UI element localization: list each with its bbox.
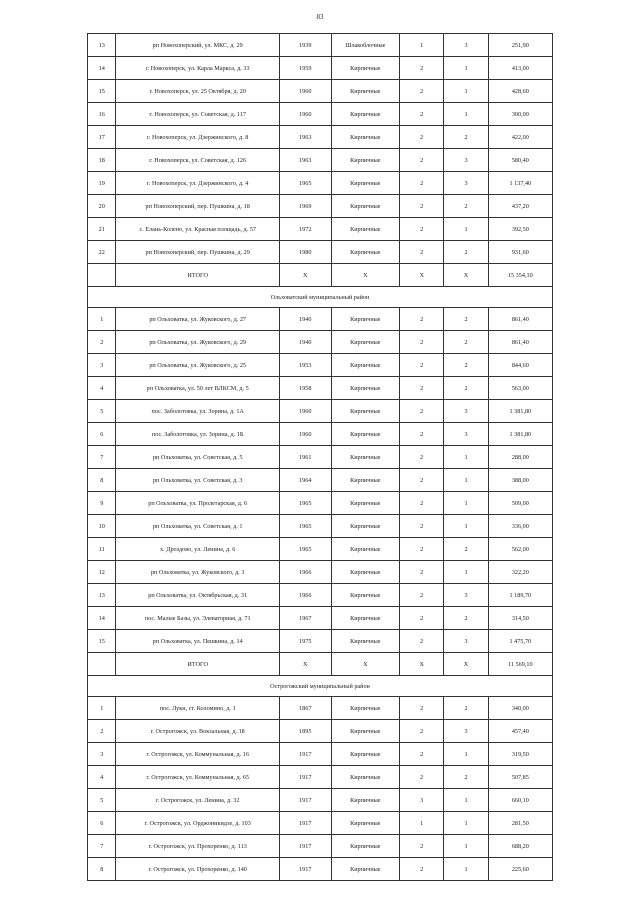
row-number: 13 <box>88 584 116 607</box>
table-row <box>88 377 553 400</box>
row-number: 12 <box>88 561 116 584</box>
entrances-cell: 2 <box>444 377 488 400</box>
area-cell: 1 189,70 <box>488 584 552 607</box>
table-row <box>88 57 553 80</box>
floors-cell: 2 <box>400 766 444 789</box>
entrances-cell: 3 <box>444 149 488 172</box>
area-cell: 336,00 <box>488 515 552 538</box>
table-row <box>88 515 553 538</box>
row-number: 14 <box>88 607 116 630</box>
table-row <box>88 607 553 630</box>
entrances-cell: 1 <box>444 103 488 126</box>
floors-cell: 2 <box>400 630 444 653</box>
total-area: 15 354,10 <box>488 264 552 287</box>
floors-cell: 2 <box>400 57 444 80</box>
row-number: 5 <box>88 400 116 423</box>
year-cell: 1960 <box>279 103 331 126</box>
wall-material-cell: Кирпичные <box>331 607 400 630</box>
entrances-cell: 3 <box>444 172 488 195</box>
year-cell: 1953 <box>279 354 331 377</box>
table-row <box>88 80 553 103</box>
row-number: 4 <box>88 766 116 789</box>
row-number: 16 <box>88 103 116 126</box>
floors-cell: 2 <box>400 607 444 630</box>
area-cell: 388,00 <box>488 469 552 492</box>
floors-cell: 3 <box>400 789 444 812</box>
table-row <box>88 103 553 126</box>
address-cell: г. Острогожск, ул. Ленина, д. 32 <box>116 789 279 812</box>
table-row <box>88 789 553 812</box>
address-cell: рп Ольховатка, ул. Жуковского, д. 29 <box>116 331 279 354</box>
wall-material-cell: Кирпичные <box>331 538 400 561</box>
area-cell: 322,20 <box>488 561 552 584</box>
area-cell: 688,20 <box>488 835 552 858</box>
row-number: 21 <box>88 218 116 241</box>
address-cell: рп Ольховатка, ул. Октябрьская, д. 31 <box>116 584 279 607</box>
address-cell: г. Новохоперск, ул. Карла Маркса, д. 33 <box>116 57 279 80</box>
total-entrances: Х <box>444 653 488 676</box>
year-cell: 1975 <box>279 630 331 653</box>
table-row <box>88 331 553 354</box>
table-row <box>88 492 553 515</box>
table-row <box>88 697 553 720</box>
year-cell: 1972 <box>279 218 331 241</box>
floors-cell: 2 <box>400 400 444 423</box>
wall-material-cell: Кирпичные <box>331 584 400 607</box>
table-body <box>88 34 553 881</box>
entrances-cell: 2 <box>444 766 488 789</box>
area-cell: 861,40 <box>488 308 552 331</box>
row-number: 11 <box>88 538 116 561</box>
total-year: Х <box>279 264 331 287</box>
year-cell: 1917 <box>279 812 331 835</box>
housing-register-table <box>87 33 553 881</box>
address-cell: г. Новохоперск, ул. Дзержинского, д. 4 <box>116 172 279 195</box>
table-row <box>88 446 553 469</box>
year-cell: 1963 <box>279 149 331 172</box>
area-cell: 931,60 <box>488 241 552 264</box>
row-number: 17 <box>88 126 116 149</box>
floors-cell: 2 <box>400 469 444 492</box>
floors-cell: 2 <box>400 538 444 561</box>
row-number: 22 <box>88 241 116 264</box>
wall-material-cell: Кирпичные <box>331 377 400 400</box>
wall-material-cell: Кирпичные <box>331 308 400 331</box>
entrances-cell: 2 <box>444 331 488 354</box>
area-cell: 507,85 <box>488 766 552 789</box>
wall-material-cell: Шлакоблочные <box>331 34 400 57</box>
entrances-cell: 1 <box>444 446 488 469</box>
area-cell: 844,60 <box>488 354 552 377</box>
table-row <box>88 423 553 446</box>
year-cell: 1965 <box>279 492 331 515</box>
entrances-cell: 1 <box>444 743 488 766</box>
total-row <box>88 653 553 676</box>
area-cell: 437,20 <box>488 195 552 218</box>
total-floors: Х <box>400 264 444 287</box>
year-cell: 1960 <box>279 80 331 103</box>
section-header-row <box>88 287 553 308</box>
year-cell: 1940 <box>279 308 331 331</box>
table-row <box>88 149 553 172</box>
address-cell: г. Острогожск, ул. Орджоникидзе, д. 103 <box>116 812 279 835</box>
row-number: 14 <box>88 57 116 80</box>
table-row <box>88 584 553 607</box>
section-header-row <box>88 676 553 697</box>
wall-material-cell: Кирпичные <box>331 858 400 881</box>
floors-cell: 2 <box>400 835 444 858</box>
area-cell: 413,00 <box>488 57 552 80</box>
year-cell: 1917 <box>279 835 331 858</box>
floors-cell: 2 <box>400 354 444 377</box>
wall-material-cell: Кирпичные <box>331 720 400 743</box>
address-cell: с. Елань-Колено, ул. Красная площадь, д. 57 <box>116 218 279 241</box>
floors-cell: 1 <box>400 34 444 57</box>
year-cell: 1967 <box>279 607 331 630</box>
year-cell: 1940 <box>279 331 331 354</box>
year-cell: 1963 <box>279 126 331 149</box>
total-area: 11 569,10 <box>488 653 552 676</box>
area-cell: 1 475,70 <box>488 630 552 653</box>
wall-material-cell: Кирпичные <box>331 835 400 858</box>
table-row <box>88 172 553 195</box>
total-label: ИТОГО <box>116 653 279 676</box>
total-entrances: Х <box>444 264 488 287</box>
table-row <box>88 354 553 377</box>
year-cell: 1980 <box>279 241 331 264</box>
wall-material-cell: Кирпичные <box>331 354 400 377</box>
year-cell: 1917 <box>279 789 331 812</box>
floors-cell: 2 <box>400 377 444 400</box>
row-number: 15 <box>88 80 116 103</box>
area-cell: 340,00 <box>488 697 552 720</box>
table-row <box>88 195 553 218</box>
row-number: 1 <box>88 308 116 331</box>
table-row <box>88 812 553 835</box>
table-row <box>88 561 553 584</box>
year-cell: 1964 <box>279 469 331 492</box>
entrances-cell: 1 <box>444 858 488 881</box>
floors-cell: 2 <box>400 331 444 354</box>
floors-cell: 2 <box>400 720 444 743</box>
wall-material-cell: Кирпичные <box>331 195 400 218</box>
address-cell: г. Новохоперск, ул. 25 Октября, д. 20 <box>116 80 279 103</box>
table-row <box>88 630 553 653</box>
entrances-cell: 2 <box>444 126 488 149</box>
address-cell: пос. Заболотовка, ул. Зорина, д. 1Б <box>116 423 279 446</box>
year-cell: 1895 <box>279 720 331 743</box>
area-cell: 251,90 <box>488 34 552 57</box>
floors-cell: 2 <box>400 172 444 195</box>
entrances-cell: 3 <box>444 584 488 607</box>
wall-material-cell: Кирпичные <box>331 80 400 103</box>
address-cell: рп Ольховатка, ул. 50 лет ВЛКСМ, д. 5 <box>116 377 279 400</box>
entrances-cell: 2 <box>444 697 488 720</box>
table-row <box>88 34 553 57</box>
floors-cell: 2 <box>400 80 444 103</box>
row-number: 6 <box>88 812 116 835</box>
total-label: ИТОГО <box>116 264 279 287</box>
area-cell: 288,00 <box>488 446 552 469</box>
area-cell: 1 381,80 <box>488 400 552 423</box>
row-number: 3 <box>88 743 116 766</box>
section-title: Ольховатский муниципальный район <box>88 287 553 308</box>
year-cell: 1960 <box>279 400 331 423</box>
entrances-cell: 2 <box>444 241 488 264</box>
entrances-cell: 1 <box>444 492 488 515</box>
row-number: 9 <box>88 492 116 515</box>
address-cell: рп Ольховатка, ул. Советская, д. 1 <box>116 515 279 538</box>
wall-material-cell: Кирпичные <box>331 446 400 469</box>
table-row <box>88 218 553 241</box>
row-number: 13 <box>88 34 116 57</box>
row-number: 8 <box>88 469 116 492</box>
year-cell: 1966 <box>279 584 331 607</box>
wall-material-cell: Кирпичные <box>331 57 400 80</box>
table-row <box>88 835 553 858</box>
area-cell: 314,50 <box>488 607 552 630</box>
row-number: 3 <box>88 354 116 377</box>
entrances-cell: 1 <box>444 469 488 492</box>
entrances-cell: 1 <box>444 561 488 584</box>
table-row <box>88 469 553 492</box>
entrances-cell: 2 <box>444 195 488 218</box>
address-cell: пос. Малые Базы, ул. Элеваторная, д. 71 <box>116 607 279 630</box>
wall-material-cell: Кирпичные <box>331 126 400 149</box>
year-cell: 1965 <box>279 515 331 538</box>
table-row <box>88 743 553 766</box>
row-number: 10 <box>88 515 116 538</box>
row-number: 5 <box>88 789 116 812</box>
table-row <box>88 538 553 561</box>
area-cell: 392,50 <box>488 218 552 241</box>
row-number: 20 <box>88 195 116 218</box>
floors-cell: 2 <box>400 218 444 241</box>
year-cell: 1969 <box>279 195 331 218</box>
address-cell: х. Дроздово, ул. Ленина, д. 6 <box>116 538 279 561</box>
total-year: Х <box>279 653 331 676</box>
wall-material-cell: Кирпичные <box>331 492 400 515</box>
row-number: 4 <box>88 377 116 400</box>
total-row <box>88 264 553 287</box>
address-cell: пос. Заболотовка, ул. Зорина, д. 1А <box>116 400 279 423</box>
wall-material-cell: Кирпичные <box>331 172 400 195</box>
address-cell: рп Ольховатка, ул. Жуковского, д. 27 <box>116 308 279 331</box>
area-cell: 509,00 <box>488 492 552 515</box>
address-cell: г. Острогожск, ул. Прохоренко, д. 140 <box>116 858 279 881</box>
address-cell: г. Острогожск, ул. Вокзальная, д. 18 <box>116 720 279 743</box>
year-cell: 1965 <box>279 172 331 195</box>
row-number: 2 <box>88 331 116 354</box>
entrances-cell: 1 <box>444 218 488 241</box>
entrances-cell: 2 <box>444 538 488 561</box>
entrances-cell: 3 <box>444 630 488 653</box>
address-cell: г. Новохоперск, ул. Советская, д. 117 <box>116 103 279 126</box>
floors-cell: 2 <box>400 308 444 331</box>
address-cell: рп Ольховатка, ул. Жуковского, д. 3 <box>116 561 279 584</box>
row-number: 6 <box>88 423 116 446</box>
floors-cell: 2 <box>400 126 444 149</box>
entrances-cell: 2 <box>444 607 488 630</box>
year-cell: 1960 <box>279 423 331 446</box>
floors-cell: 2 <box>400 241 444 264</box>
wall-material-cell: Кирпичные <box>331 812 400 835</box>
area-cell: 580,40 <box>488 149 552 172</box>
year-cell: 1966 <box>279 561 331 584</box>
address-cell: г. Острогожск, ул. Прохоренко, д. 113 <box>116 835 279 858</box>
table-row <box>88 858 553 881</box>
floors-cell: 2 <box>400 103 444 126</box>
wall-material-cell: Кирпичные <box>331 697 400 720</box>
address-cell: г. Острогожск, ул. Коммунальная, д. 16 <box>116 743 279 766</box>
wall-material-cell: Кирпичные <box>331 515 400 538</box>
address-cell: рп Ольховатка, ул. Пролетарская, д. 6 <box>116 492 279 515</box>
address-cell: рп Ольховатка, ул. Советская, д. 3 <box>116 469 279 492</box>
wall-material-cell: Кирпичные <box>331 103 400 126</box>
area-cell: 281,50 <box>488 812 552 835</box>
floors-cell: 2 <box>400 492 444 515</box>
wall-material-cell: Кирпичные <box>331 789 400 812</box>
table-row <box>88 241 553 264</box>
address-cell: г. Новохоперск, ул. Советская, д. 126 <box>116 149 279 172</box>
row-number: 8 <box>88 858 116 881</box>
year-cell: 1961 <box>279 446 331 469</box>
year-cell: 1867 <box>279 697 331 720</box>
table-row <box>88 126 553 149</box>
area-cell: 861,40 <box>488 331 552 354</box>
address-cell: рп Ольховатка, ул. Пешкина, д. 14 <box>116 630 279 653</box>
entrances-cell: 1 <box>444 515 488 538</box>
row-number: 19 <box>88 172 116 195</box>
total-floors: Х <box>400 653 444 676</box>
address-cell: пос. Луки, ст. Коломино, д. 1 <box>116 697 279 720</box>
floors-cell: 1 <box>400 812 444 835</box>
row-number: 1 <box>88 697 116 720</box>
floors-cell: 2 <box>400 195 444 218</box>
table-row <box>88 400 553 423</box>
entrances-cell: 1 <box>444 835 488 858</box>
wall-material-cell: Кирпичные <box>331 423 400 446</box>
floors-cell: 2 <box>400 446 444 469</box>
row-number: 2 <box>88 720 116 743</box>
row-number: 15 <box>88 630 116 653</box>
wall-material-cell: Кирпичные <box>331 630 400 653</box>
entrances-cell: 2 <box>444 308 488 331</box>
area-cell: 660,10 <box>488 789 552 812</box>
area-cell: 225,60 <box>488 858 552 881</box>
area-cell: 319,50 <box>488 743 552 766</box>
page-number: 83 <box>316 13 324 21</box>
address-cell: рп Новохоперский, пер. Пушкина, д. 18 <box>116 195 279 218</box>
entrances-cell: 2 <box>444 354 488 377</box>
floors-cell: 2 <box>400 858 444 881</box>
total-material: Х <box>331 653 400 676</box>
area-cell: 1 381,80 <box>488 423 552 446</box>
address-cell: рп Ольховатка, ул. Жуковского, д. 25 <box>116 354 279 377</box>
area-cell: 457,40 <box>488 720 552 743</box>
entrances-cell: 1 <box>444 57 488 80</box>
year-cell: 1965 <box>279 538 331 561</box>
section-title: Острогожский муниципальный район <box>88 676 553 697</box>
floors-cell: 2 <box>400 584 444 607</box>
wall-material-cell: Кирпичные <box>331 400 400 423</box>
wall-material-cell: Кирпичные <box>331 469 400 492</box>
wall-material-cell: Кирпичные <box>331 149 400 172</box>
entrances-cell: 1 <box>444 812 488 835</box>
entrances-cell: 3 <box>444 400 488 423</box>
address-cell: г. Новохоперск, ул. Дзержинского, д. 8 <box>116 126 279 149</box>
wall-material-cell: Кирпичные <box>331 241 400 264</box>
address-cell: рп Ольховатка, ул. Советская, д. 5 <box>116 446 279 469</box>
total-empty-cell <box>88 264 116 287</box>
wall-material-cell: Кирпичные <box>331 743 400 766</box>
year-cell: 1917 <box>279 858 331 881</box>
floors-cell: 2 <box>400 697 444 720</box>
floors-cell: 2 <box>400 515 444 538</box>
year-cell: 1917 <box>279 766 331 789</box>
floors-cell: 2 <box>400 423 444 446</box>
area-cell: 563,00 <box>488 377 552 400</box>
floors-cell: 2 <box>400 743 444 766</box>
wall-material-cell: Кирпичные <box>331 218 400 241</box>
entrances-cell: 3 <box>444 423 488 446</box>
wall-material-cell: Кирпичные <box>331 561 400 584</box>
address-cell: рп Новохоперский, пер. Пушкина, д. 29 <box>116 241 279 264</box>
year-cell: 1959 <box>279 57 331 80</box>
area-cell: 1 137,40 <box>488 172 552 195</box>
table-row <box>88 766 553 789</box>
wall-material-cell: Кирпичные <box>331 331 400 354</box>
entrances-cell: 3 <box>444 34 488 57</box>
year-cell: 1958 <box>279 377 331 400</box>
address-cell: г. Острогожск, ул. Коммунальная, д. 65 <box>116 766 279 789</box>
total-empty-cell <box>88 653 116 676</box>
entrances-cell: 3 <box>444 720 488 743</box>
row-number: 7 <box>88 835 116 858</box>
wall-material-cell: Кирпичные <box>331 766 400 789</box>
area-cell: 428,60 <box>488 80 552 103</box>
floors-cell: 2 <box>400 561 444 584</box>
area-cell: 562,00 <box>488 538 552 561</box>
year-cell: 1939 <box>279 34 331 57</box>
row-number: 18 <box>88 149 116 172</box>
row-number: 7 <box>88 446 116 469</box>
table-row <box>88 720 553 743</box>
table-row <box>88 308 553 331</box>
year-cell: 1917 <box>279 743 331 766</box>
area-cell: 300,00 <box>488 103 552 126</box>
entrances-cell: 1 <box>444 789 488 812</box>
address-cell: рп Новохоперский, ул. МКС, д. 29 <box>116 34 279 57</box>
entrances-cell: 1 <box>444 80 488 103</box>
area-cell: 422,00 <box>488 126 552 149</box>
floors-cell: 2 <box>400 149 444 172</box>
total-material: Х <box>331 264 400 287</box>
